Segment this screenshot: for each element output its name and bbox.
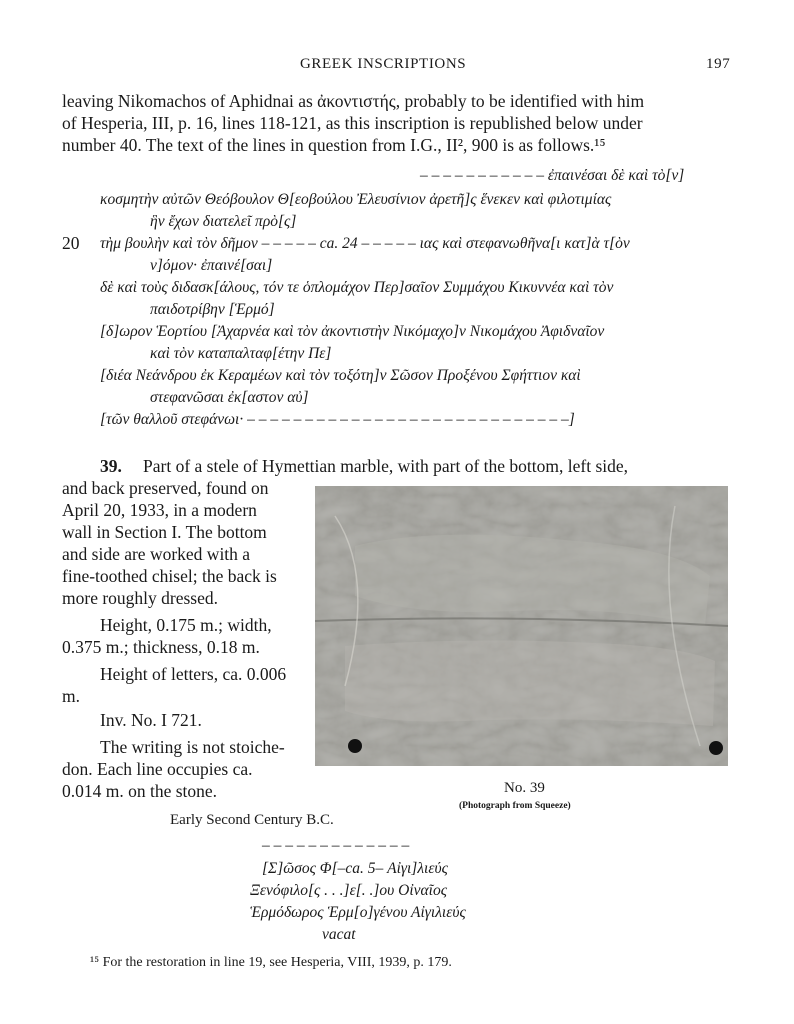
- stone-texture-image: [315, 486, 728, 766]
- dims-line: Height, 0.175 m.; width,: [100, 615, 272, 635]
- greek-line: [τῶν θαλλοῦ στεφάνωι· – – – – – – – – – – – – – – – – – – – – – – – – – – – –]: [100, 411, 575, 428]
- greek-line: τὴμ βουλὴν καὶ τὸν δῆμον – – – – – ca. 24 – – – – – ιας καὶ στεφανωθῆνα[ι κατ]ὰ τ[ὸν: [100, 235, 630, 252]
- writing-line: don. Each line occupies ca.: [62, 759, 253, 779]
- greek-line: κοσμητὴν αὐτῶν Θεόβουλον Θ[εοβούλου Ἐλευσίνιον ἀρετῆ]ς ἕνεκεν καὶ φιλοτιμίας: [100, 191, 612, 208]
- date-heading: Early Second Century B.C.: [170, 812, 334, 828]
- page-number: 197: [706, 56, 731, 72]
- desc-line: April 20, 1933, in a modern: [62, 500, 257, 520]
- line-number: 20: [62, 233, 80, 253]
- inscription-line: [Σ]ῶσος Φ[–ca. 5– Αἰγι]λιεύς: [262, 860, 448, 877]
- inscription-vacat: vacat: [322, 926, 356, 943]
- entry-lead: Part of a stele of Hymettian marble, with part of the bottom, left side,: [143, 456, 629, 476]
- desc-line: and back preserved, found on: [62, 478, 269, 498]
- greek-line: στεφανῶσαι ἐκ[αστον αὐ]: [150, 389, 309, 406]
- writing-line: The writing is not stoiche-: [100, 737, 285, 757]
- greek-line: – – – – – – – – – – – ἐπαινέσαι δὲ καὶ τὸ[ν]: [420, 167, 685, 184]
- desc-line: fine-toothed chisel; the back is: [62, 566, 277, 586]
- greek-line: παιδοτρίβην [Ἑρμό]: [150, 301, 275, 318]
- writing-line: 0.014 m. on the stone.: [62, 781, 218, 801]
- inventory-number: Inv. No. I 721.: [100, 710, 202, 730]
- greek-line: ν]όμον· ἐπαινέ[σαι]: [150, 257, 273, 274]
- letters-line: m.: [62, 686, 80, 706]
- desc-line: more roughly dressed.: [62, 588, 219, 608]
- greek-line: ἣν ἔχων διατελεῖ πρὸ[ς]: [150, 213, 297, 230]
- footnote: ¹⁵ For the restoration in line 19, see Hesperia, VIII, 1939, p. 179.: [90, 955, 452, 970]
- dims-line: 0.375 m.; thickness, 0.18 m.: [62, 637, 260, 657]
- figure-caption: No. 39: [504, 780, 545, 796]
- greek-line: [διέα Νεάνδρου ἐκ Κεραμέων καὶ τὸν τοξότη]ν Σῶσον Προξένου Σφήττιον καὶ: [100, 367, 581, 384]
- figure-credit: (Photograph from Squeeze): [459, 801, 571, 811]
- greek-line: δὲ καὶ τοὺς διδασκ[άλους, τόν τε ὁπλομάχον Περ]σαῖον Συμμάχου Κικυννέα καὶ τὸν: [100, 279, 614, 296]
- letters-line: Height of letters, ca. 0.006: [100, 664, 287, 684]
- greek-line: καὶ τὸν καταπαλταφ[έτην Πε]: [150, 345, 332, 362]
- intro-line-2: of Hesperia, III, p. 16, lines 118-121, as this inscription is republished below under: [62, 113, 643, 133]
- desc-line: and side are worked with a: [62, 544, 251, 564]
- inscription-line: – – – – – – – – – – – – –: [262, 837, 410, 854]
- intro-line-1: leaving Nikomachos of Aphidnai as ἀκοντιστής, probably to be identified with him: [62, 91, 645, 111]
- running-header-title: GREEK INSCRIPTIONS: [300, 56, 467, 72]
- squeeze-photograph: [315, 486, 728, 766]
- intro-line-3: number 40. The text of the lines in question from I.G., II², 900 is as follows.¹⁵: [62, 135, 606, 155]
- inscription-line: Ξενόφιλο[ς . . .]ε[. .]ου Οἰναῖος: [250, 882, 447, 899]
- inscription-line: Ἑρμόδωρος Ἑρμ[ο]γένου Αἰγιλιεύς: [250, 904, 466, 921]
- desc-line: wall in Section I. The bottom: [62, 522, 267, 542]
- entry-number: 39.: [100, 456, 122, 476]
- greek-line: [δ]ωρον Ἑορτίου [Ἀχαρνέα καὶ τὸν ἀκοντιστὴν Νικόμαχο]ν Νικομάχου Ἀφιδναῖον: [100, 323, 605, 340]
